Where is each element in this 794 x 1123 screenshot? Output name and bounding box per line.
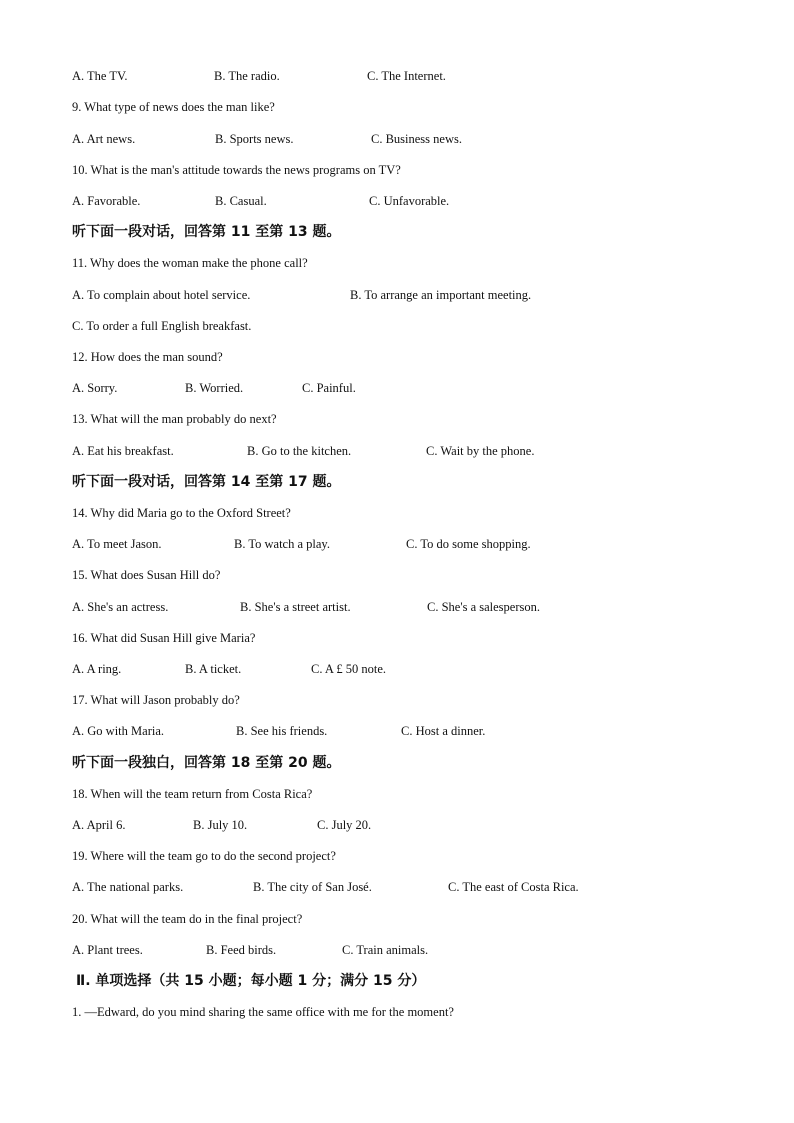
q13-option-a: A. Eat his breakfast. xyxy=(72,444,174,458)
q20-option-c: C. Train animals. xyxy=(342,943,429,957)
q12-stem: 12. How does the man sound? xyxy=(72,350,223,364)
q11-option-a: A. To complain about hotel service. xyxy=(72,288,251,302)
section-2-heading: Ⅱ. 单项选择（共 15 小题；每小题 1 分；满分 15 分） xyxy=(76,973,426,989)
q20-stem: 20. What will the team do in the final project? xyxy=(72,912,303,926)
q8-option-b: B. The radio. xyxy=(214,69,280,83)
q13-stem: 13. What will the man probably do next? xyxy=(72,412,277,426)
q20-option-b: B. Feed birds. xyxy=(206,943,277,957)
section-heading-18-20: 听下面一段独白，回答第 18 至第 20 题。 xyxy=(72,755,341,771)
q10-option-b: B. Casual. xyxy=(215,194,267,208)
q15-option-c: C. She's a salesperson. xyxy=(427,600,541,614)
q13-option-b: B. Go to the kitchen. xyxy=(247,444,352,458)
q19-option-c: C. The east of Costa Rica. xyxy=(448,880,579,894)
q17-option-b: B. See his friends. xyxy=(236,724,328,738)
q14-stem: 14. Why did Maria go to the Oxford Street? xyxy=(72,506,291,520)
q11-stem: 11. Why does the woman make the phone call? xyxy=(72,256,308,270)
q20-option-a: A. Plant trees. xyxy=(72,943,143,957)
q16-stem: 16. What did Susan Hill give Maria? xyxy=(72,631,256,645)
q17-stem: 17. What will Jason probably do? xyxy=(72,693,240,707)
q9-option-c: C. Business news. xyxy=(371,132,462,146)
q16-option-c: C. A £ 50 note. xyxy=(311,662,387,676)
q15-option-a: A. She's an actress. xyxy=(72,600,169,614)
q14-option-c: C. To do some shopping. xyxy=(406,537,531,551)
q8-option-c: C. The Internet. xyxy=(367,69,446,83)
q15-stem: 15. What does Susan Hill do? xyxy=(72,568,221,582)
q16-option-a: A. A ring. xyxy=(72,662,122,676)
q9-option-b: B. Sports news. xyxy=(215,132,294,146)
q18-option-b: B. July 10. xyxy=(193,818,248,832)
q12-option-c: C. Painful. xyxy=(302,381,356,395)
q18-option-c: C. July 20. xyxy=(317,818,372,832)
q10-option-a: A. Favorable. xyxy=(72,194,141,208)
q17-option-c: C. Host a dinner. xyxy=(401,724,486,738)
q10-stem: 10. What is the man's attitude towards the news programs on TV? xyxy=(72,163,401,177)
q9-option-a: A. Art news. xyxy=(72,132,136,146)
q8-option-a: A. The TV. xyxy=(72,69,128,83)
q13-option-c: C. Wait by the phone. xyxy=(426,444,535,458)
q10-option-c: C. Unfavorable. xyxy=(369,194,450,208)
q19-stem: 19. Where will the team go to do the second project? xyxy=(72,849,336,863)
q12-option-b: B. Worried. xyxy=(185,381,244,395)
q16-option-b: B. A ticket. xyxy=(185,662,242,676)
q18-stem: 18. When will the team return from Costa Rica? xyxy=(72,787,313,801)
section-2-q1-stem: 1. —Edward, do you mind sharing the same office with me for the moment? xyxy=(72,1005,454,1019)
q12-option-a: A. Sorry. xyxy=(72,381,118,395)
section-heading-11-13: 听下面一段对话，回答第 11 至第 13 题。 xyxy=(72,224,341,240)
q14-option-b: B. To watch a play. xyxy=(234,537,330,551)
q17-option-a: A. Go with Maria. xyxy=(72,724,164,738)
q18-option-a: A. April 6. xyxy=(72,818,126,832)
q11-option-b: B. To arrange an important meeting. xyxy=(350,288,532,302)
section-heading-14-17: 听下面一段对话，回答第 14 至第 17 题。 xyxy=(72,474,341,490)
q14-option-a: A. To meet Jason. xyxy=(72,537,162,551)
q19-option-b: B. The city of San José. xyxy=(253,880,372,894)
q9-stem: 9. What type of news does the man like? xyxy=(72,100,275,114)
q11-option-c: C. To order a full English breakfast. xyxy=(72,319,252,333)
q19-option-a: A. The national parks. xyxy=(72,880,184,894)
q15-option-b: B. She's a street artist. xyxy=(240,600,351,614)
